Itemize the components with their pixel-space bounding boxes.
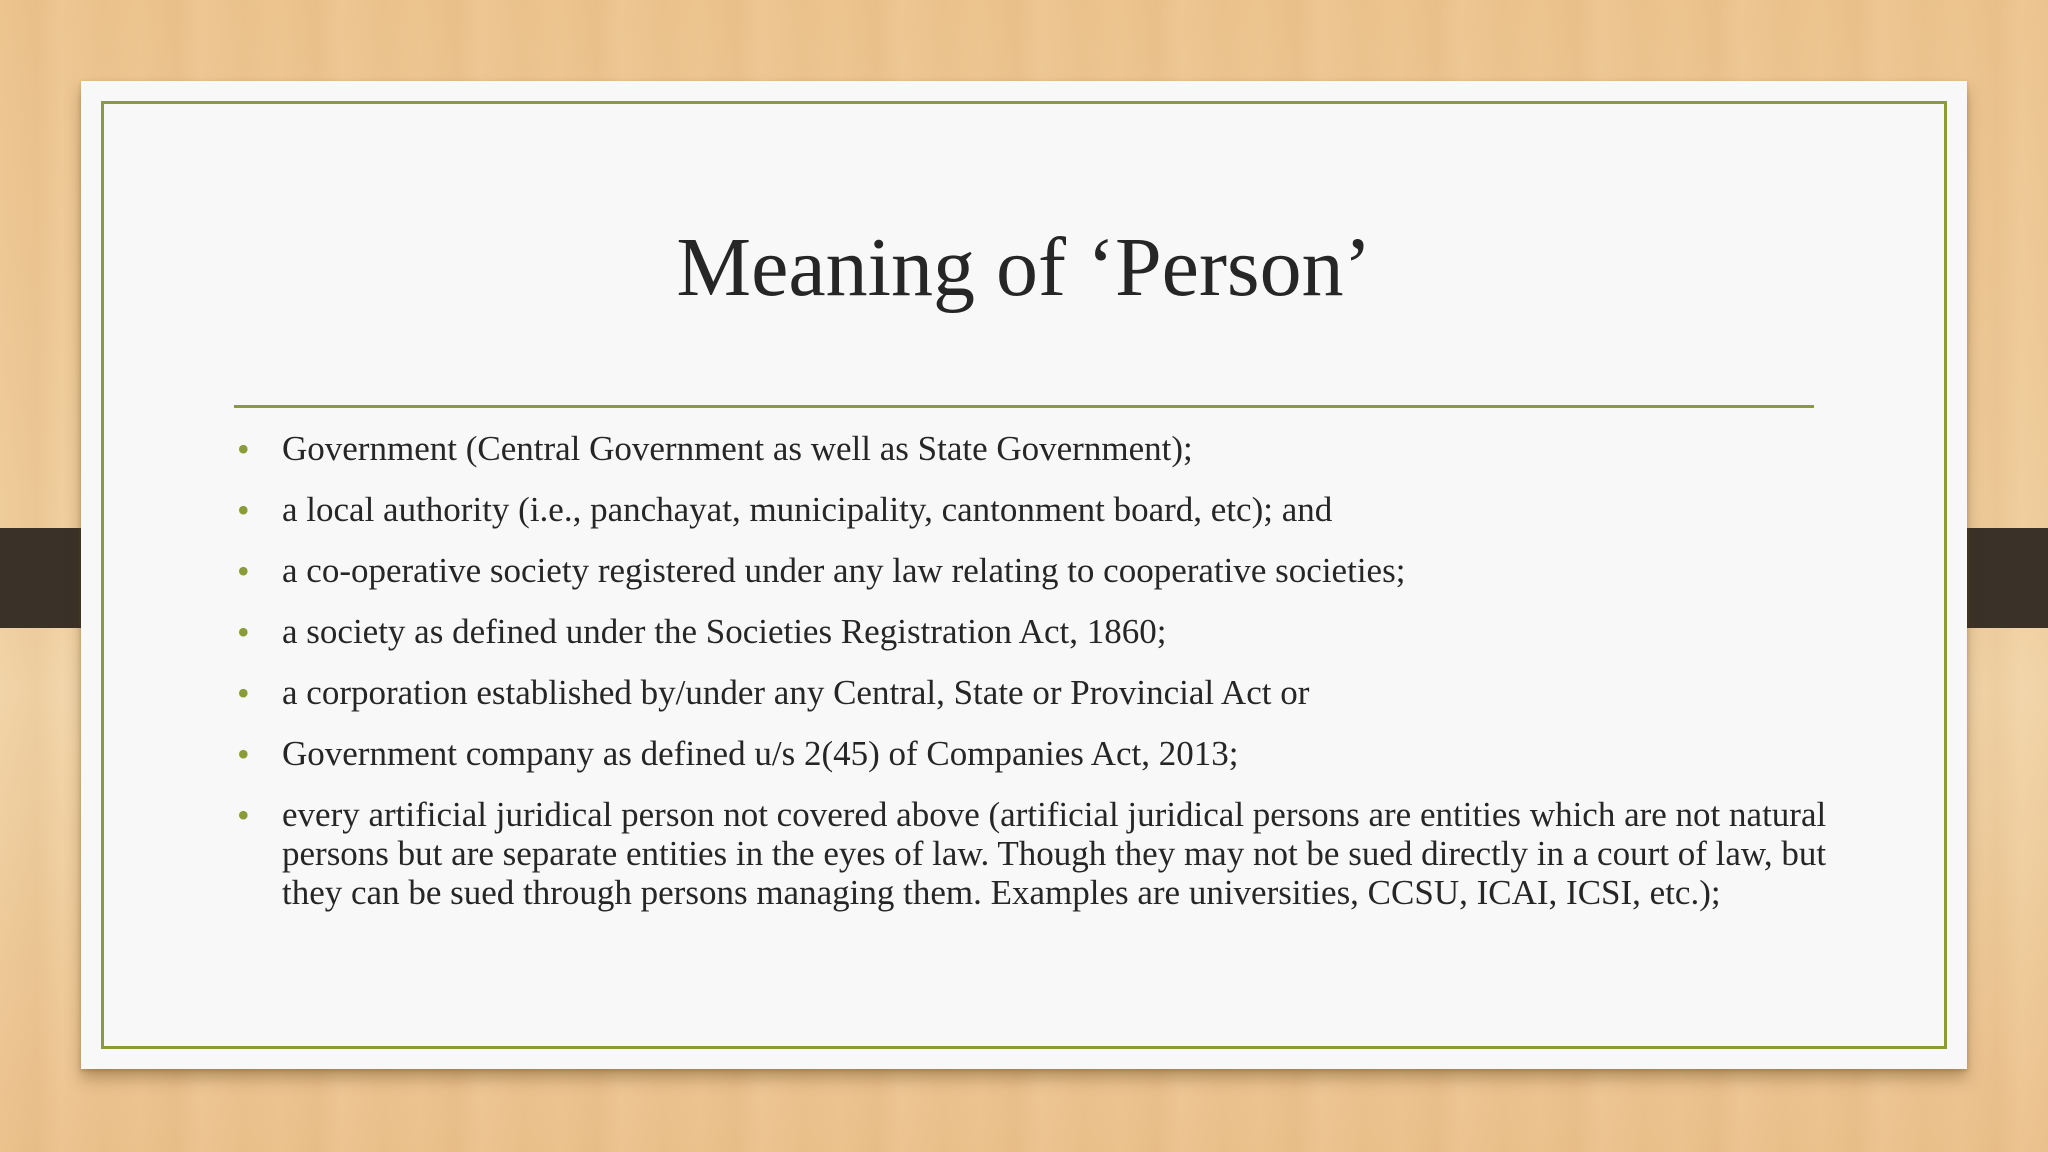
bullet-item-government-company <box>237 734 1882 774</box>
bullet-text: a co-operative society registered under any law relating to cooperative societies; <box>282 551 1406 590</box>
bullet-icon: • <box>237 490 250 530</box>
bullet-icon: • <box>237 551 250 591</box>
slide-title: Meaning of ‘Person’ <box>676 221 1372 314</box>
title-divider <box>234 405 1814 408</box>
bullet-text: a corporation established by/under any Central, State or Provincial Act or <box>282 673 1310 712</box>
bullet-icon: • <box>237 429 250 469</box>
bullet-text: a local authority (i.e., panchayat, municipality, cantonment board, etc); and <box>282 490 1333 529</box>
bullet-item-cooperative-society <box>237 551 1882 591</box>
bullet-text: Government (Central Government as well as State Government); <box>282 429 1193 468</box>
bullet-icon: • <box>237 734 250 774</box>
bullet-item-local-authority <box>237 490 1882 530</box>
bullet-item-government <box>237 429 1882 469</box>
bullet-icon: • <box>237 673 250 713</box>
bullet-icon: • <box>237 612 250 652</box>
slide-card <box>81 81 1967 1069</box>
bullet-item-corporation <box>237 673 1882 713</box>
bullet-text: every artificial juridical person not covered above (artificial juridical persons are entities which are not natural persons but are separate entities in the eyes of law. Though they may not be sued directly in a court of law, but they can be sued through persons managing them. Examples are universities, CCSU, ICAI, ICSI, etc.); <box>282 795 1827 912</box>
bullet-text: Government company as defined u/s 2(45) of Companies Act, 2013; <box>282 734 1239 773</box>
bullet-text: a society as defined under the Societies Registration Act, 1860; <box>282 612 1167 651</box>
bullet-item-artificial-juridical-person <box>237 795 1882 912</box>
bullet-list <box>237 429 1882 933</box>
bullet-icon: • <box>237 795 250 835</box>
bullet-item-society <box>237 612 1882 652</box>
